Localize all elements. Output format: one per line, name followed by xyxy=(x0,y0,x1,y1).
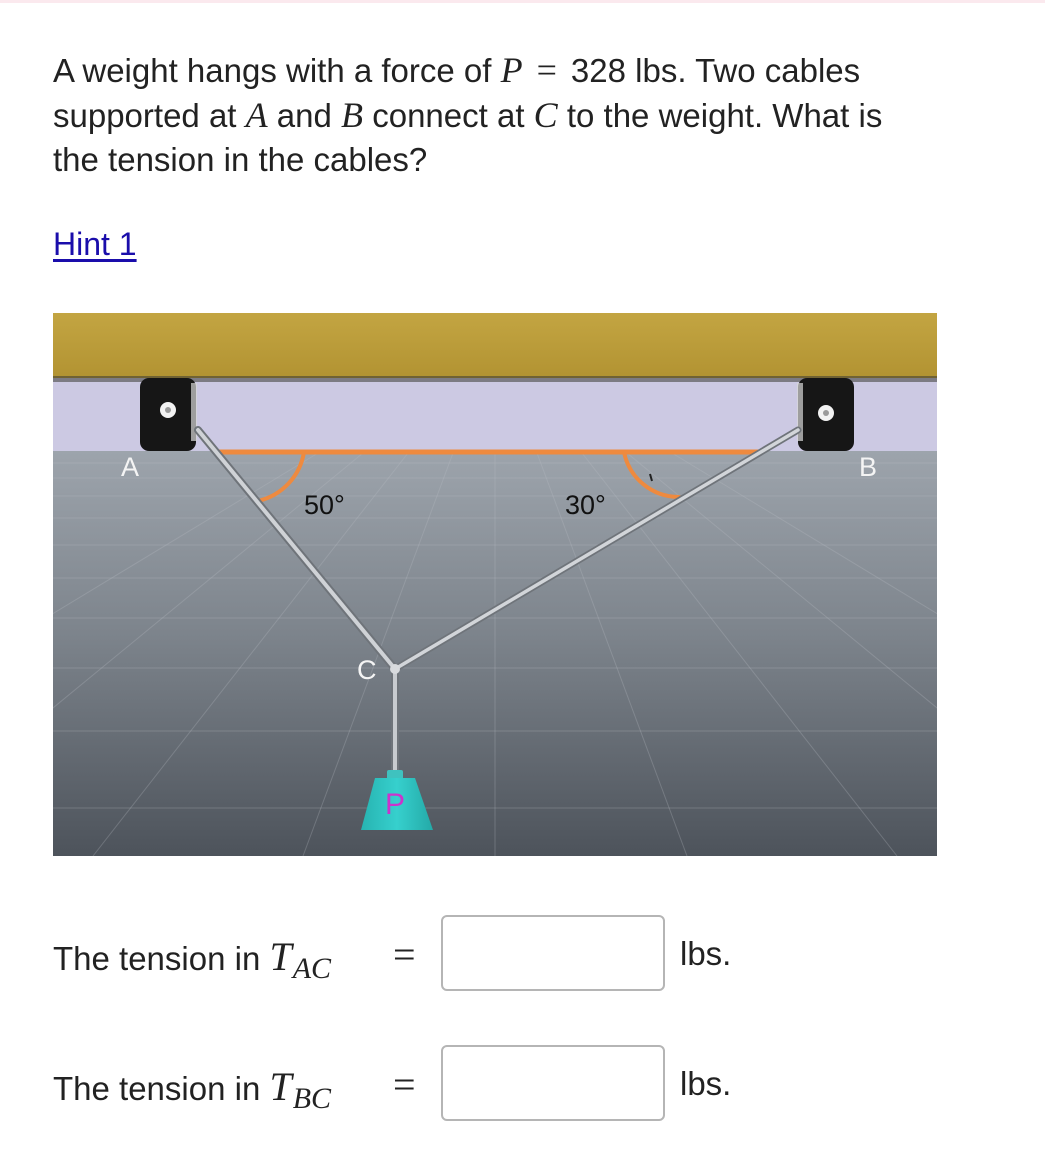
top-divider xyxy=(0,0,1045,3)
label-p: P xyxy=(385,788,406,821)
tension-symbol: T xyxy=(269,934,293,979)
anchor-a xyxy=(140,378,197,451)
question-text-part: supported at xyxy=(53,97,246,134)
answer-label-tac xyxy=(53,933,332,985)
point-symbol-a: A xyxy=(245,95,268,135)
equals-sign: = xyxy=(393,932,416,977)
tension-bc-input[interactable] xyxy=(441,1045,665,1121)
angle-label-right: 30° xyxy=(565,490,606,520)
label-b: B xyxy=(859,452,878,482)
tension-ac-input[interactable] xyxy=(441,915,665,991)
answer-prefix: The tension in xyxy=(53,940,270,977)
ceiling-beam xyxy=(53,313,937,378)
label-c: C xyxy=(357,655,377,685)
question-text-part: connect at xyxy=(363,97,534,134)
tension-subscript: AC xyxy=(292,952,332,985)
answer-prefix: The tension in xyxy=(53,1070,270,1107)
cable-diagram xyxy=(53,313,937,856)
point-symbol-c: C xyxy=(533,95,558,135)
answer-label-tbc xyxy=(53,1063,332,1115)
answer-row-tac xyxy=(53,915,813,995)
tension-subscript: BC xyxy=(292,1082,332,1115)
unit-label: lbs. xyxy=(680,1065,732,1102)
anchor-b xyxy=(797,378,854,451)
question-text-part: the tension in the cables? xyxy=(53,141,428,178)
question-text-part: to the weight. What is xyxy=(557,97,883,134)
equals-sign: = xyxy=(393,1062,416,1107)
point-symbol-b: B xyxy=(341,95,364,135)
question-text xyxy=(53,48,1038,182)
angle-label-left: 50° xyxy=(304,490,345,520)
force-value: 328 lbs. Two cables xyxy=(570,52,861,89)
tension-symbol: T xyxy=(269,1064,293,1109)
answer-row-tbc xyxy=(53,1045,813,1125)
question-text-part: A weight hangs with a force of xyxy=(53,52,501,89)
question-text-part: and xyxy=(267,97,342,134)
junction-c xyxy=(390,664,400,674)
hint-link[interactable]: Hint 1 xyxy=(53,226,137,262)
equals-sign: = xyxy=(536,50,557,90)
force-symbol-p: P xyxy=(500,50,523,90)
unit-label: lbs. xyxy=(680,935,732,972)
label-a: A xyxy=(121,452,140,482)
